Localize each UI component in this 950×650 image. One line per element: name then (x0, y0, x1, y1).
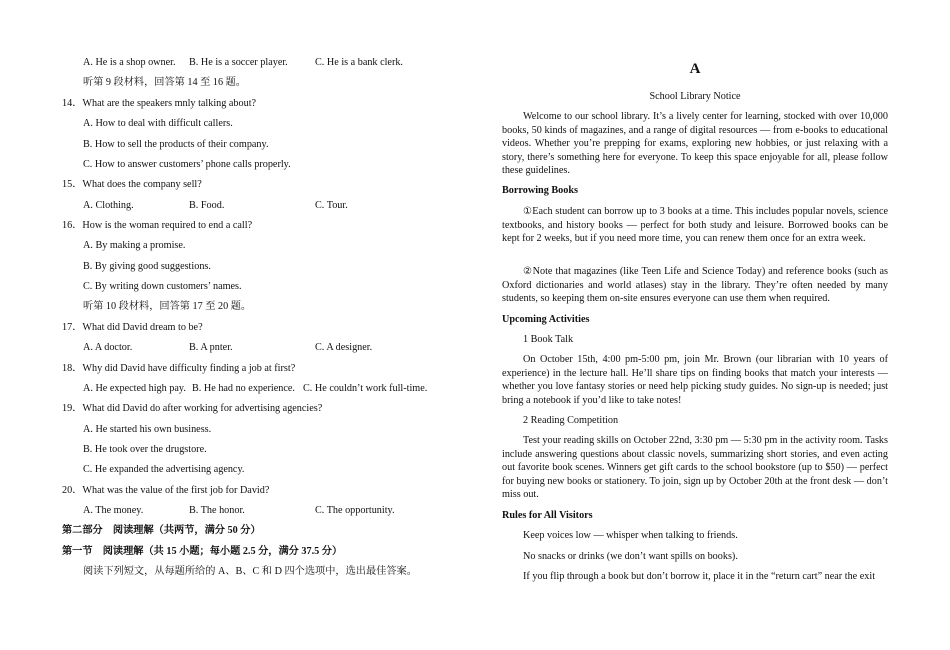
q16-option-c: C. By writing down customers’ names. (83, 281, 242, 292)
section-one-heading: 第一节 阅读理解（共 15 小题；每小题 2.5 分，满分 37.5 分） (62, 546, 343, 557)
q18-option-a: A. He expected high pay. (83, 383, 186, 394)
question-15: 15．What does the company sell? (62, 179, 202, 190)
q19-option-b: B. He took over the drugstore. (83, 444, 207, 455)
borrowing-heading: Borrowing Books (502, 185, 578, 196)
instruction-17-20: 听第 10 段材料，回答第 17 至 20 题。 (83, 301, 252, 312)
q13-option-a: A. He is a shop owner. (83, 57, 176, 68)
activity-1-title: 1 Book Talk (523, 334, 574, 345)
q15-option-a: A. Clothing. (83, 200, 134, 211)
q17-option-c: C. A designer. (315, 342, 373, 353)
rule-3: If you flip through a book but don’t borrow it, place it in the “return cart” near the exit (523, 571, 876, 582)
activity-2-title: 2 Reading Competition (523, 415, 619, 426)
q15-option-b: B. Food. (189, 200, 225, 211)
q13-option-b: B. He is a soccer player. (189, 57, 288, 68)
q18-option-b: B. He had no experience. (192, 383, 295, 394)
q19-option-a: A. He started his own business. (83, 424, 212, 435)
q14-option-c: C. How to answer customers’ phone calls properly. (83, 159, 291, 170)
q13-option-c: C. He is a bank clerk. (315, 57, 403, 68)
q16-option-a: A. By making a promise. (83, 240, 186, 251)
borrowing-rule-2: ②Note that magazines (like Teen Life and Science Today) and reference books (such as Oxford dictionaries and world atlases) stay in the library. They’re often needed by many students, so keeping them on-site ensures everyone can use them when required. (502, 266, 888, 304)
q15-option-c: C. Tour. (315, 200, 348, 211)
question-20: 20．What was the value of the first job for David? (62, 485, 270, 496)
question-19: 19．What did David do after working for advertising agencies? (62, 403, 323, 414)
q20-option-b: B. The honor. (189, 505, 245, 516)
q14-option-b: B. How to sell the products of their company. (83, 139, 269, 150)
borrowing-rule-1: ①Each student can borrow up to 3 books at a time. This includes popular novels, science textbooks, and history books — perfect for both study and leisure. Borrowed books can be kept for 2 weeks, but if you need more time, you can renew them once for an extra week. (502, 206, 888, 244)
q14-option-a: A. How to deal with difficult callers. (83, 118, 233, 129)
question-14: 14．What are the speakers mnly talking about? (62, 98, 257, 109)
rule-2: No snacks or drinks (we don’t want spills on books). (523, 551, 738, 562)
part-two-heading: 第二部分 阅读理解（共两节，满分 50 分） (62, 525, 261, 536)
q19-option-c: C. He expanded the advertising agency. (83, 464, 245, 475)
q17-option-b: B. A pnter. (189, 342, 233, 353)
q16-option-b: B. By giving good suggestions. (83, 261, 211, 272)
notice-title: School Library Notice (649, 91, 741, 102)
question-17: 17．What did David dream to be? (62, 322, 203, 333)
instruction-14-16: 听第 9 段材料，回答第 14 至 16 题。 (83, 77, 246, 88)
intro-paragraph: Welcome to our school library. It’s a lively center for learning, stocked with over 10,000 books, 50 kinds of magazines, and a range of digital resources — from e-books to educational videos. Whether you’re prepping for exams, exploring new hobbies, or just relaxing with a story, there’s something here for everyone. To keep this space enjoyable for all, please follow these guidelines. (502, 111, 888, 176)
activity-1-text: On October 15th, 4:00 pm-5:00 pm, join Mr. Brown (our librarian with 10 years of experience) in the lecture hall. He’ll share tips on finding books that match your interests — whether you love fantasy stories or need help picking study guides. No sign-up is needed; just bring a notebook if you’d like to take notes! (502, 354, 888, 406)
activities-heading: Upcoming Activities (502, 314, 590, 325)
passage-letter: A (689, 61, 701, 77)
q20-option-a: A. The money. (83, 505, 144, 516)
question-16: 16．How is the woman required to end a call? (62, 220, 253, 231)
q17-option-a: A. A doctor. (83, 342, 133, 353)
rules-heading: Rules for All Visitors (502, 510, 593, 521)
q18-option-c: C. He couldn’t work full-time. (303, 383, 428, 394)
rule-1: Keep voices low — whisper when talking to friends. (523, 530, 738, 541)
activity-2-text: Test your reading skills on October 22nd, 3:30 pm — 5:30 pm in the activity room. Tasks include answering questions about classic novels, summarizing short stories, and even acting out favorite book scenes. Winners get gift cards to the school bookstore (up to $50) — perfect for buying new books or stationery. To join, sign up by October 20th at the front desk — don’t miss out. (502, 435, 888, 500)
reading-instruction: 阅读下列短文，从每题所给的 A、B、C 和 D 四个选项中，选出最佳答案。 (83, 566, 417, 577)
question-18: 18．Why did David have difficulty finding a job at first? (62, 363, 296, 374)
q20-option-c: C. The opportunity. (315, 505, 395, 516)
